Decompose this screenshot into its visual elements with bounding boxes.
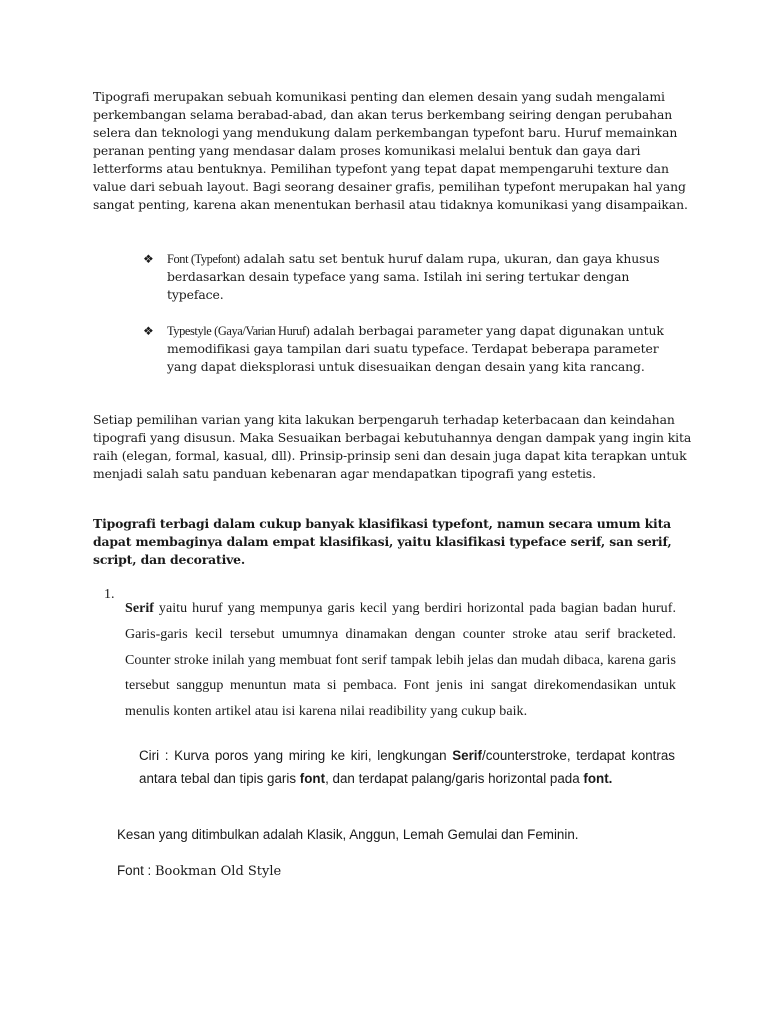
term-typestyle: Typestyle (Gaya/Varian Huruf) — [167, 324, 310, 338]
definition-list — [143, 250, 683, 376]
ciri-text-2: /counterstroke, terdapat kontras antara tebal dan tipis garis — [139, 748, 675, 786]
term-serif: Serif — [125, 601, 155, 616]
font-label: Font : — [117, 863, 155, 878]
font-line — [117, 862, 281, 881]
ciri-bold-font: font — [299, 771, 326, 786]
definition-text: adalah berbagai parameter yang dapat digunakan untuk memodifikasi gaya tampilan dari suatu typeface. Terdapat beberapa parameter yang dapat dieksplorasi untuk disesuaikan dengan desain yang kita rancang. — [167, 323, 664, 374]
item-number: 1. — [104, 587, 115, 602]
ciri-text-3: , dan terdapat palang/garis horizontal pada — [325, 771, 584, 786]
serif-description — [125, 596, 676, 725]
ciri-text-1: Ciri : Kurva poros yang miring ke kiri, lengkungan — [139, 748, 453, 763]
list-item — [143, 322, 683, 376]
kesan-line: Kesan yang ditimbulkan adalah Klasik, Anggun, Lemah Gemulai dan Feminin. — [117, 827, 579, 842]
diamond-bullet-icon: ❖ — [143, 252, 154, 266]
ciri-bold-serif: Serif — [452, 748, 482, 763]
serif-description-text: yaitu huruf yang mempunya garis kecil yang berdiri horizontal pada bagian badan huruf. Garis-garis kecil tersebut umumnya dinamakan dengan counter stroke atau serif bracketed. Counter stroke inilah yang membuat font serif tampak lebih jelas dan mudah dibaca, karena garis tersebut sanggup menuntun mata si pembaca. Font jenis ini sangat direkomendasikan untuk menulis konten artikel atau isi karena nilai readibility yang cukup baik. — [125, 601, 676, 720]
ciri-paragraph — [139, 744, 675, 790]
definition-text: adalah satu set bentuk huruf dalam rupa, ukuran, dan gaya khusus berdasarkan desain typeface yang sama. Istilah ini sering tertukar dengan typeface. — [167, 251, 660, 302]
font-name: Bookman Old Style — [154, 864, 282, 879]
ciri-bold-font-end: font. — [583, 771, 613, 786]
list-item — [143, 250, 683, 304]
second-paragraph: Setiap pemilihan varian yang kita lakukan berpengaruh terhadap keterbacaan dan keindahan tipografi yang disusun. Maka Sesuaikan berbagai kebutuhannya dengan dampak yang ingin kita raih (elegan, formal, kasual, dll). Prinsip-prinsip seni dan desain juga dapat kita terapkan untuk menjadi salah satu panduan kebenaran agar mendapatkan tipografi yang estetis. — [93, 412, 692, 481]
intro-paragraph: Tipografi merupakan sebuah komunikasi penting dan elemen desain yang sudah mengalami perkembangan selama berabad-abad, dan akan terus berkembang seiring dengan perubahan selera dan teknologi yang mendukung dalam perkembangan typefont baru. Huruf memainkan peranan penting yang mendasar dalam proses komunikasi melalui bentuk dan gaya dari letterforms atau bentuknya. Pemilihan typefont yang tepat dapat mempengaruhi texture dan value dari sebuah layout. Bagi seorang desainer grafis, pemilihan typefont merupakan hal yang sangat penting, karena akan menentukan berhasil atau tidaknya komunikasi yang disampaikan. — [93, 89, 688, 212]
numbered-item — [104, 582, 676, 739]
term-font: Font (Typefont) — [167, 252, 240, 266]
diamond-bullet-icon: ❖ — [143, 324, 154, 338]
classification-heading: Tipografi terbagi dalam cukup banyak klasifikasi typefont, namun secara umum kita dapat membaginya dalam empat klasifikasi, yaitu klasifikasi typeface serif, san serif, script, dan decorative. — [93, 516, 672, 567]
